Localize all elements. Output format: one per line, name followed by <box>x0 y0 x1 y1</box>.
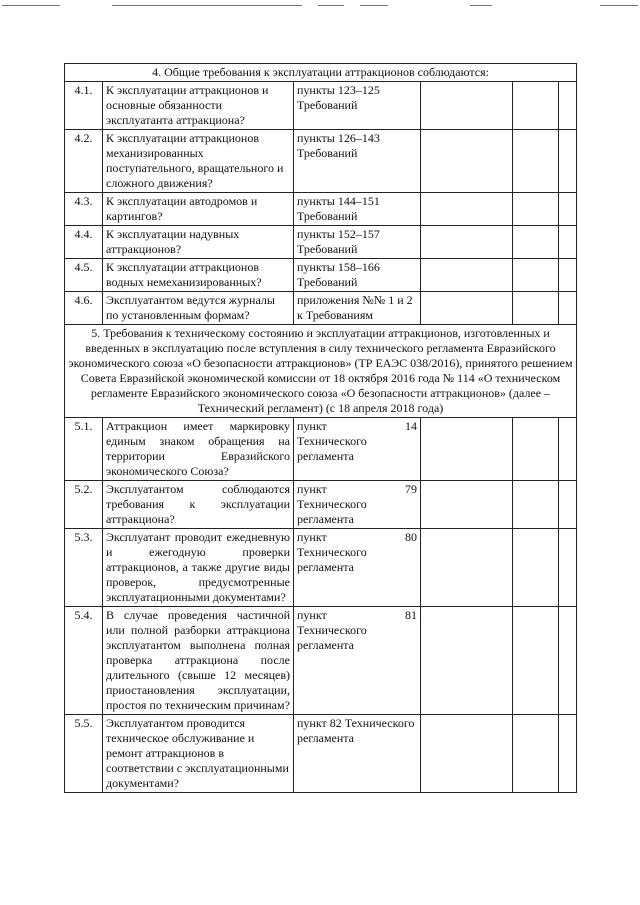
answer-cell <box>421 226 513 259</box>
answer-cell <box>559 715 577 793</box>
row-number: 4.1. <box>65 82 103 130</box>
ref-number: 80 <box>405 530 417 544</box>
ref-word: пункт <box>297 608 327 622</box>
row-question: К эксплуатации надувных аттракционов? <box>103 226 294 259</box>
answer-cell <box>513 607 559 715</box>
section-4-header-row <box>65 64 577 82</box>
ref-number: 79 <box>405 482 417 496</box>
row-reference: пункты 123–125 Требований <box>294 82 421 130</box>
row-question: К эксплуатации аттракционов водных немеханизированных? <box>103 259 294 292</box>
answer-cell <box>513 130 559 193</box>
row-question: К эксплуатации аттракционов и основные обязанности эксплуатанта аттракциона? <box>103 82 294 130</box>
row-number: 5.5. <box>65 715 103 793</box>
answer-cell <box>421 82 513 130</box>
row-reference: пункты 144–151 Требований <box>294 193 421 226</box>
ref-document: Технического регламента <box>297 545 367 574</box>
row-number: 4.6. <box>65 292 103 325</box>
row-question: Эксплуатант проводит ежедневную и ежегодную проверки аттракционов, а также другие виды проверок, предусмотренные эксплуатационными документами? <box>103 529 294 607</box>
row-question: Эксплуатантом соблюдаются требования к эксплуатации аттракциона? <box>103 481 294 529</box>
table-row <box>65 259 577 292</box>
ref-word: пункт <box>297 482 327 496</box>
answer-cell <box>513 292 559 325</box>
answer-cell <box>513 259 559 292</box>
answer-cell <box>421 292 513 325</box>
row-number: 4.2. <box>65 130 103 193</box>
row-number: 5.2. <box>65 481 103 529</box>
answer-cell <box>559 259 577 292</box>
answer-cell <box>421 715 513 793</box>
row-question: Эксплуатантом ведутся журналы по установленным формам? <box>103 292 294 325</box>
row-reference: пункты 152–157 Требований <box>294 226 421 259</box>
answer-cell <box>421 607 513 715</box>
table-row <box>65 193 577 226</box>
scan-edge-marks <box>0 0 640 12</box>
section-4-title: 4. Общие требования к эксплуатации аттракционов соблюдаются: <box>65 64 577 82</box>
ref-word: пункт <box>297 530 327 544</box>
answer-cell <box>513 193 559 226</box>
section-5-title: 5. Требования к техническому состоянию и эксплуатации аттракционов, изготовленных и введенных в эксплуатацию после вступления в силу технического регламента Евразийского экономического союза «О безопасности аттракционов» (ТР ЕАЭС 038/2016), принятого решением Совета Евразийской экономической комиссии от 18 октября 2016 года № 114 «О техническом регламенте Евразийского экономического союза «О безопасности аттракционов» (далее – Технический регламент) (с 18 апреля 2018 года) <box>65 325 577 418</box>
answer-cell <box>559 82 577 130</box>
answer-cell <box>513 418 559 481</box>
table-row <box>65 82 577 130</box>
answer-cell <box>421 130 513 193</box>
checklist-table <box>64 63 577 793</box>
row-number: 4.3. <box>65 193 103 226</box>
answer-cell <box>513 481 559 529</box>
ref-document: Технического регламента <box>297 623 367 652</box>
answer-cell <box>513 82 559 130</box>
answer-cell <box>559 193 577 226</box>
answer-cell <box>421 259 513 292</box>
table-row <box>65 418 577 481</box>
ref-word: пункт <box>297 419 327 433</box>
ref-number: 14 <box>405 419 417 433</box>
row-reference <box>294 529 421 607</box>
row-number: 5.3. <box>65 529 103 607</box>
table-row <box>65 481 577 529</box>
answer-cell <box>559 418 577 481</box>
row-number: 5.1. <box>65 418 103 481</box>
row-number: 4.5. <box>65 259 103 292</box>
answer-cell <box>421 193 513 226</box>
row-question: К эксплуатации автодромов и картингов? <box>103 193 294 226</box>
answer-cell <box>559 481 577 529</box>
table-row <box>65 130 577 193</box>
answer-cell <box>421 529 513 607</box>
answer-cell <box>513 715 559 793</box>
row-reference <box>294 418 421 481</box>
table-row <box>65 607 577 715</box>
answer-cell <box>513 529 559 607</box>
answer-cell <box>513 226 559 259</box>
answer-cell <box>559 226 577 259</box>
row-reference: пункт 82 Технического регламента <box>294 715 421 793</box>
answer-cell <box>559 130 577 193</box>
answer-cell <box>559 292 577 325</box>
row-question: Аттракцион имеет маркировку единым знаком обращения на территории Евразийского экономического Союза? <box>103 418 294 481</box>
answer-cell <box>559 529 577 607</box>
row-question: В случае проведения частичной или полной разборки аттракциона эксплуатантом выполнена полная проверка аттракциона после длительного (свыше 12 месяцев) приостановления эксплуатации, простоя по техническим причинам? <box>103 607 294 715</box>
ref-document: Технического регламента <box>297 434 367 463</box>
ref-document: Технического регламента <box>297 497 367 526</box>
answer-cell <box>421 418 513 481</box>
answer-cell <box>421 481 513 529</box>
row-reference: пункты 158–166 Требований <box>294 259 421 292</box>
table-row <box>65 292 577 325</box>
section-5-header-row <box>65 325 577 418</box>
table-row <box>65 715 577 793</box>
ref-number: 81 <box>405 608 417 622</box>
row-reference <box>294 607 421 715</box>
row-reference <box>294 481 421 529</box>
row-question: К эксплуатации аттракционов механизированных поступательного, вращательного и сложного движения? <box>103 130 294 193</box>
row-reference: пункты 126–143 Требований <box>294 130 421 193</box>
row-number: 5.4. <box>65 607 103 715</box>
answer-cell <box>559 607 577 715</box>
table-row <box>65 529 577 607</box>
table-row <box>65 226 577 259</box>
row-reference: приложения №№ 1 и 2 к Требованиям <box>294 292 421 325</box>
row-question: Эксплуатантом проводится техническое обслуживание и ремонт аттракционов в соответствии с эксплуатационными документами? <box>103 715 294 793</box>
row-number: 4.4. <box>65 226 103 259</box>
